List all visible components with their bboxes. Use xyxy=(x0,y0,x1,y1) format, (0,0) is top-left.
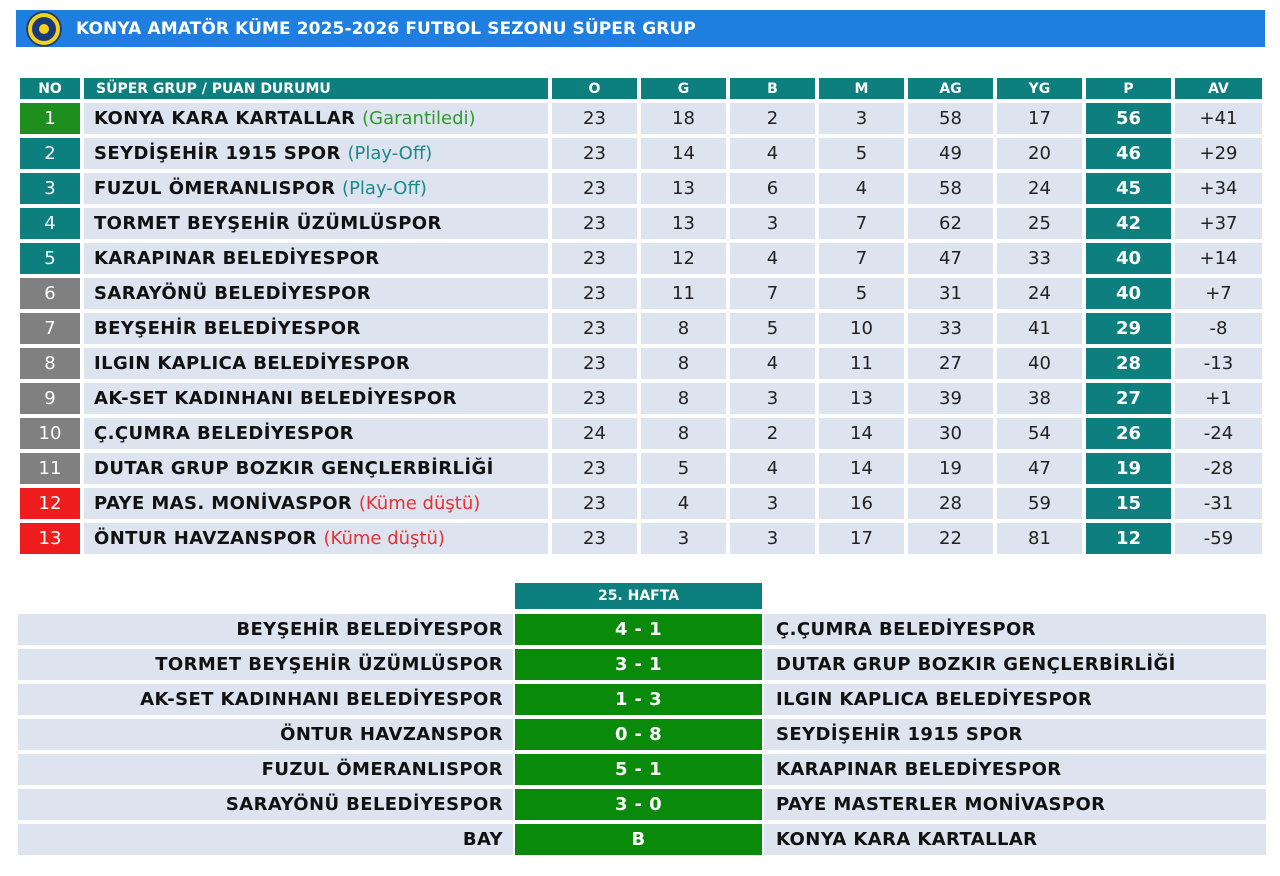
table-row xyxy=(20,278,1262,309)
rank-cell: 11 xyxy=(20,453,80,484)
points-cell: 56 xyxy=(1086,103,1171,134)
header-g: G xyxy=(641,78,726,99)
table-row xyxy=(20,348,1262,379)
average-cell: -13 xyxy=(1175,348,1262,379)
table-row xyxy=(20,313,1262,344)
stat-yg-cell: 81 xyxy=(997,523,1082,554)
stat-o-cell: 23 xyxy=(552,383,637,414)
table-row xyxy=(20,243,1262,274)
stat-g-cell: 14 xyxy=(641,138,726,169)
home-team: AK-SET KADINHANI BELEDİYESPOR xyxy=(18,684,513,715)
team-name: SEYDİŞEHİR 1915 SPOR xyxy=(94,143,341,164)
stat-g-cell: 8 xyxy=(641,383,726,414)
stat-m-cell: 7 xyxy=(819,208,904,239)
rank-cell: 7 xyxy=(20,313,80,344)
away-team: KONYA KARA KARTALLAR xyxy=(764,824,1266,855)
fixture-row xyxy=(18,719,1266,750)
stat-ag-cell: 49 xyxy=(908,138,993,169)
header-av: AV xyxy=(1175,78,1262,99)
average-cell: +7 xyxy=(1175,278,1262,309)
stat-ag-cell: 27 xyxy=(908,348,993,379)
stat-m-cell: 17 xyxy=(819,523,904,554)
team-name: Ç.ÇUMRA BELEDİYESPOR xyxy=(94,423,354,444)
team-cell xyxy=(84,138,548,169)
team-cell xyxy=(84,103,548,134)
stat-yg-cell: 24 xyxy=(997,278,1082,309)
points-cell: 28 xyxy=(1086,348,1171,379)
stat-o-cell: 23 xyxy=(552,488,637,519)
away-team: Ç.ÇUMRA BELEDİYESPOR xyxy=(764,614,1266,645)
stat-o-cell: 23 xyxy=(552,278,637,309)
team-name: FUZUL ÖMERANLISPOR xyxy=(94,178,336,199)
average-cell: -24 xyxy=(1175,418,1262,449)
away-team: ILGIN KAPLICA BELEDİYESPOR xyxy=(764,684,1266,715)
stat-yg-cell: 54 xyxy=(997,418,1082,449)
team-name: ILGIN KAPLICA BELEDİYESPOR xyxy=(94,353,411,374)
team-cell xyxy=(84,313,548,344)
average-cell: -31 xyxy=(1175,488,1262,519)
stat-ag-cell: 28 xyxy=(908,488,993,519)
points-cell: 45 xyxy=(1086,173,1171,204)
stat-g-cell: 4 xyxy=(641,488,726,519)
team-cell xyxy=(84,278,548,309)
stat-b-cell: 3 xyxy=(730,383,815,414)
standings-table xyxy=(16,74,1266,558)
stat-b-cell: 3 xyxy=(730,208,815,239)
stat-ag-cell: 22 xyxy=(908,523,993,554)
title-banner xyxy=(16,10,1265,47)
header-ag: AG xyxy=(908,78,993,99)
stat-o-cell: 23 xyxy=(552,313,637,344)
team-cell xyxy=(84,488,548,519)
team-name: AK-SET KADINHANI BELEDİYESPOR xyxy=(94,388,457,409)
stat-m-cell: 7 xyxy=(819,243,904,274)
team-name: ÖNTUR HAVZANSPOR xyxy=(94,528,317,549)
stat-g-cell: 18 xyxy=(641,103,726,134)
stat-m-cell: 16 xyxy=(819,488,904,519)
stat-ag-cell: 31 xyxy=(908,278,993,309)
home-team: BAY xyxy=(18,824,513,855)
rank-cell: 4 xyxy=(20,208,80,239)
table-row xyxy=(20,488,1262,519)
stat-yg-cell: 40 xyxy=(997,348,1082,379)
stat-b-cell: 7 xyxy=(730,278,815,309)
team-status-note: (Play-Off) xyxy=(347,143,433,164)
match-score: 3 - 0 xyxy=(515,789,762,820)
fixture-row xyxy=(18,684,1266,715)
stat-g-cell: 8 xyxy=(641,348,726,379)
fixture-row xyxy=(18,649,1266,680)
stat-o-cell: 23 xyxy=(552,243,637,274)
away-team: SEYDİŞEHİR 1915 SPOR xyxy=(764,719,1266,750)
stat-o-cell: 23 xyxy=(552,173,637,204)
home-team: SARAYÖNÜ BELEDİYESPOR xyxy=(18,789,513,820)
rank-cell: 2 xyxy=(20,138,80,169)
average-cell: +1 xyxy=(1175,383,1262,414)
average-cell: -8 xyxy=(1175,313,1262,344)
stat-b-cell: 3 xyxy=(730,488,815,519)
stat-g-cell: 5 xyxy=(641,453,726,484)
home-team: FUZUL ÖMERANLISPOR xyxy=(18,754,513,785)
header-team: SÜPER GRUP / PUAN DURUMU xyxy=(84,78,548,99)
stat-b-cell: 5 xyxy=(730,313,815,344)
team-cell xyxy=(84,418,548,449)
fixture-row xyxy=(18,824,1266,855)
stat-b-cell: 4 xyxy=(730,453,815,484)
stat-m-cell: 14 xyxy=(819,453,904,484)
match-score: 3 - 1 xyxy=(515,649,762,680)
table-row xyxy=(20,173,1262,204)
rank-cell: 10 xyxy=(20,418,80,449)
stat-yg-cell: 33 xyxy=(997,243,1082,274)
stat-m-cell: 14 xyxy=(819,418,904,449)
stat-o-cell: 23 xyxy=(552,453,637,484)
team-name: BEYŞEHİR BELEDİYESPOR xyxy=(94,318,361,339)
away-team: KARAPINAR BELEDİYESPOR xyxy=(764,754,1266,785)
stat-ag-cell: 30 xyxy=(908,418,993,449)
stat-b-cell: 3 xyxy=(730,523,815,554)
federation-logo-icon xyxy=(26,11,62,47)
team-cell xyxy=(84,173,548,204)
stat-m-cell: 11 xyxy=(819,348,904,379)
points-cell: 26 xyxy=(1086,418,1171,449)
points-cell: 19 xyxy=(1086,453,1171,484)
fixture-row xyxy=(18,789,1266,820)
home-team: ÖNTUR HAVZANSPOR xyxy=(18,719,513,750)
table-row xyxy=(20,418,1262,449)
stat-yg-cell: 47 xyxy=(997,453,1082,484)
stat-o-cell: 23 xyxy=(552,208,637,239)
stat-ag-cell: 58 xyxy=(908,173,993,204)
team-cell xyxy=(84,453,548,484)
away-team: PAYE MASTERLER MONİVASPOR xyxy=(764,789,1266,820)
stat-b-cell: 2 xyxy=(730,418,815,449)
team-name: DUTAR GRUP BOZKIR GENÇLERBİRLİĞİ xyxy=(94,458,494,479)
stat-ag-cell: 47 xyxy=(908,243,993,274)
stat-g-cell: 8 xyxy=(641,313,726,344)
rank-cell: 9 xyxy=(20,383,80,414)
table-row xyxy=(20,208,1262,239)
stat-o-cell: 23 xyxy=(552,523,637,554)
table-row xyxy=(20,383,1262,414)
stat-b-cell: 6 xyxy=(730,173,815,204)
points-cell: 27 xyxy=(1086,383,1171,414)
points-cell: 29 xyxy=(1086,313,1171,344)
fixture-row xyxy=(18,614,1266,645)
team-status-note: (Garantiledi) xyxy=(362,108,476,129)
stat-g-cell: 13 xyxy=(641,173,726,204)
table-row xyxy=(20,138,1262,169)
team-name: SARAYÖNÜ BELEDİYESPOR xyxy=(94,283,372,304)
stat-m-cell: 13 xyxy=(819,383,904,414)
points-cell: 42 xyxy=(1086,208,1171,239)
team-status-note: (Küme düştü) xyxy=(358,493,481,514)
stat-b-cell: 4 xyxy=(730,243,815,274)
match-score: 4 - 1 xyxy=(515,614,762,645)
stat-ag-cell: 19 xyxy=(908,453,993,484)
header-o: O xyxy=(552,78,637,99)
rank-cell: 13 xyxy=(20,523,80,554)
stat-g-cell: 13 xyxy=(641,208,726,239)
average-cell: +41 xyxy=(1175,103,1262,134)
team-status-note: (Play-Off) xyxy=(342,178,427,199)
rank-cell: 3 xyxy=(20,173,80,204)
points-cell: 40 xyxy=(1086,278,1171,309)
stat-o-cell: 23 xyxy=(552,103,637,134)
week-title: 25. HAFTA xyxy=(515,583,762,609)
average-cell: +14 xyxy=(1175,243,1262,274)
header-m: M xyxy=(819,78,904,99)
match-score: 1 - 3 xyxy=(515,684,762,715)
points-cell: 12 xyxy=(1086,523,1171,554)
stat-ag-cell: 33 xyxy=(908,313,993,344)
team-name: TORMET BEYŞEHİR ÜZÜMLÜSPOR xyxy=(94,213,442,234)
team-cell xyxy=(84,208,548,239)
stat-yg-cell: 59 xyxy=(997,488,1082,519)
match-score: B xyxy=(515,824,762,855)
stat-g-cell: 12 xyxy=(641,243,726,274)
stat-yg-cell: 25 xyxy=(997,208,1082,239)
stat-m-cell: 5 xyxy=(819,138,904,169)
stat-m-cell: 5 xyxy=(819,278,904,309)
team-status-note: (Küme düştü) xyxy=(323,528,445,549)
rank-cell: 8 xyxy=(20,348,80,379)
rank-cell: 6 xyxy=(20,278,80,309)
rank-cell: 5 xyxy=(20,243,80,274)
stat-ag-cell: 39 xyxy=(908,383,993,414)
header-p: P xyxy=(1086,78,1171,99)
header-b: B xyxy=(730,78,815,99)
stat-o-cell: 23 xyxy=(552,138,637,169)
stat-ag-cell: 62 xyxy=(908,208,993,239)
stat-b-cell: 2 xyxy=(730,103,815,134)
standings-body xyxy=(20,103,1262,554)
stat-m-cell: 4 xyxy=(819,173,904,204)
fixtures-table xyxy=(16,610,1268,859)
stat-yg-cell: 24 xyxy=(997,173,1082,204)
stat-yg-cell: 20 xyxy=(997,138,1082,169)
team-name: KARAPINAR BELEDİYESPOR xyxy=(94,248,380,269)
stat-o-cell: 23 xyxy=(552,348,637,379)
stat-g-cell: 11 xyxy=(641,278,726,309)
team-cell xyxy=(84,523,548,554)
stat-g-cell: 8 xyxy=(641,418,726,449)
average-cell: +29 xyxy=(1175,138,1262,169)
rank-cell: 12 xyxy=(20,488,80,519)
team-name: PAYE MAS. MONİVASPOR xyxy=(94,493,353,514)
home-team: BEYŞEHİR BELEDİYESPOR xyxy=(18,614,513,645)
rank-cell: 1 xyxy=(20,103,80,134)
stat-g-cell: 3 xyxy=(641,523,726,554)
fixtures-body xyxy=(18,614,1266,855)
average-cell: -28 xyxy=(1175,453,1262,484)
team-cell xyxy=(84,243,548,274)
match-score: 5 - 1 xyxy=(515,754,762,785)
points-cell: 40 xyxy=(1086,243,1171,274)
stat-yg-cell: 38 xyxy=(997,383,1082,414)
team-cell xyxy=(84,383,548,414)
average-cell: +34 xyxy=(1175,173,1262,204)
stat-b-cell: 4 xyxy=(730,348,815,379)
points-cell: 46 xyxy=(1086,138,1171,169)
stat-b-cell: 4 xyxy=(730,138,815,169)
average-cell: -59 xyxy=(1175,523,1262,554)
stat-ag-cell: 58 xyxy=(908,103,993,134)
standings-header-row xyxy=(20,78,1262,99)
page-title: KONYA AMATÖR KÜME 2025-2026 FUTBOL SEZONU SÜPER GRUP xyxy=(76,18,696,39)
fixture-row xyxy=(18,754,1266,785)
team-name: KONYA KARA KARTALLAR xyxy=(94,108,356,129)
header-no: NO xyxy=(20,78,80,99)
away-team: DUTAR GRUP BOZKIR GENÇLERBİRLİĞİ xyxy=(764,649,1266,680)
points-cell: 15 xyxy=(1086,488,1171,519)
table-row xyxy=(20,453,1262,484)
average-cell: +37 xyxy=(1175,208,1262,239)
match-score: 0 - 8 xyxy=(515,719,762,750)
stat-m-cell: 10 xyxy=(819,313,904,344)
stat-yg-cell: 41 xyxy=(997,313,1082,344)
home-team: TORMET BEYŞEHİR ÜZÜMLÜSPOR xyxy=(18,649,513,680)
table-row xyxy=(20,523,1262,554)
stat-yg-cell: 17 xyxy=(997,103,1082,134)
team-cell xyxy=(84,348,548,379)
stat-o-cell: 24 xyxy=(552,418,637,449)
header-yg: YG xyxy=(997,78,1082,99)
table-row xyxy=(20,103,1262,134)
stat-m-cell: 3 xyxy=(819,103,904,134)
